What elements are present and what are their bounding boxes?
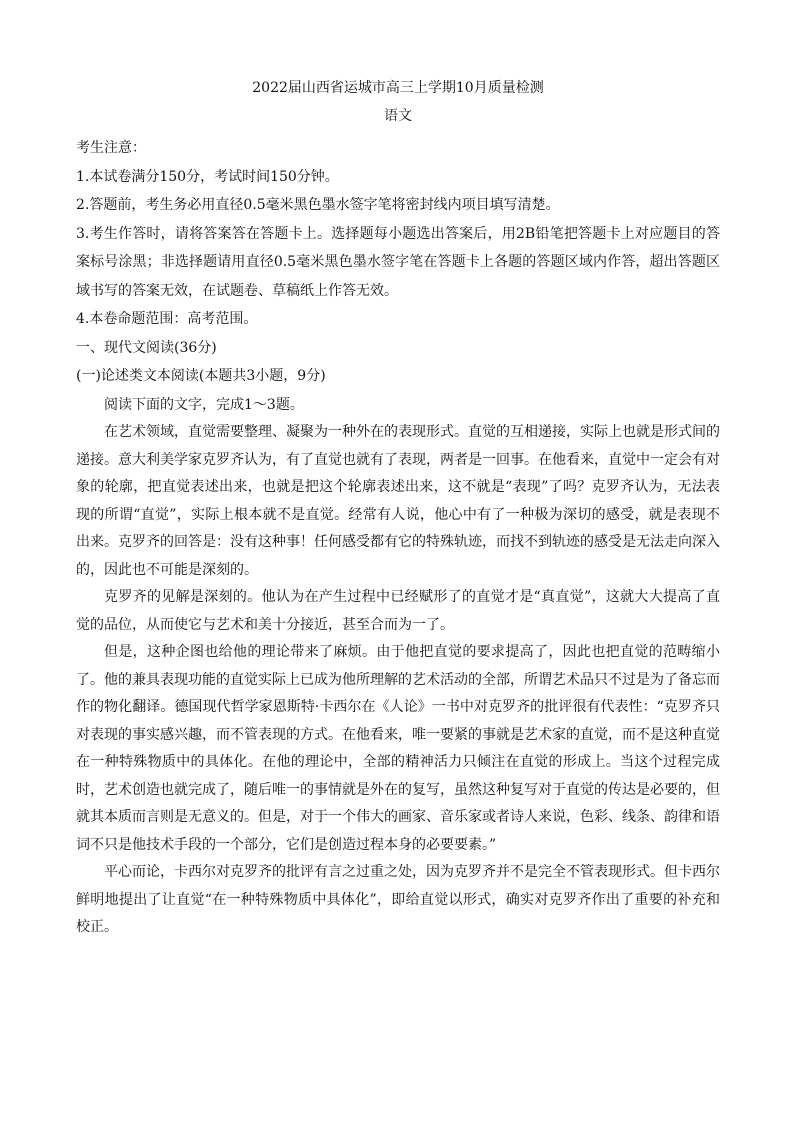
notice-item-4: 4.本卷命题范围：高考范围。 xyxy=(76,311,258,327)
notice-item-2: 2.答题前，考生务必用直径0.5毫米黑色墨水签字笔将密封线内项目填写清楚。 xyxy=(76,197,560,213)
notice-heading: 考生注意： xyxy=(76,140,146,156)
passage-paragraph-3: 但是，这种企图也给他的理论带来了麻烦。由于他把直觉的要求提高了，因此也把直觉的范畴缩小了。他的兼具表现功能的直觉实际上已成为他所理解的艺术活动的全部，所谓艺术品只不过是为了备忘而作的物化翻译。德国现代哲学家恩斯特·卡西尔在《人论》一书中对克罗齐的批评很有代表性：“克罗齐只对表现的事实感兴趣，而不管表现的方式。在他看来，唯一要紧的事就是艺术家的直觉，而不是这种直觉在一种特殊物质中的具体化。在他的理论中，全部的精神活力只倾注在直觉的形成上。当这个过程完成时，艺术创造也就完成了，随后唯一的事情就是外在的复写，虽然这种复写对于直觉的传达是必要的，但就其本质而言则是无意义的。但是，对于一个伟大的画家、音乐家或者诗人来说，色彩、线条、韵律和语词不只是他技术手段的一个部分，它们是创造过程本身的必要要素。” xyxy=(76,644,720,853)
passage-paragraph-4: 平心而论，卡西尔对克罗齐的批评有言之过重之处，因为克罗齐并不是完全不管表现形式。但卡西尔鲜明地提出了让直觉“在一种特殊物质中具体化”，即给直觉以形式，确实对克罗齐作出了重要的补充和校正。 xyxy=(76,864,720,935)
notice-item-1: 1.本试卷满分150分，考试时间150分钟。 xyxy=(76,168,339,185)
passage-paragraph-1: 在艺术领域，直觉需要整理、凝聚为一种外在的表现形式。直觉的互相递接，实际上也就是形式间的递接。意大利美学家克罗齐认为，有了直觉也就有了表现，两者是一回事。在他看来，直觉中一定会有对象的轮廓，把直觉表述出来，也就是把这个轮廓表述出来，这不就是“表现”了吗？克罗齐认为，无法表现的所谓“直觉”，实际上根本就不是直觉。经常有人说，他心中有了一种极为深切的感受，就是表现不出来。克罗齐的回答是：没有这种事！任何感受都有它的特殊轨迹，而找不到轨迹的感受是无法走向深入的，因此也不可能是深刻的。 xyxy=(76,424,720,578)
notice-item-3: 3.考生作答时，请将答案答在答题卡上。选择题每小题选出答案后，用2B铅笔把答题卡上对应题目的答案标号涂黑；非选择题请用直径0.5毫米黑色墨水签字笔在答题卡上各题的答题区域内作答，超出答题区域书写的答案无效，在试题卷、草稿纸上作答无效。 xyxy=(76,225,720,299)
reading-instruction: 阅读下面的文字，完成1～3题。 xyxy=(104,396,304,413)
section-heading: 一、现代文阅读(36分) xyxy=(76,339,217,356)
passage-paragraph-2: 克罗齐的见解是深刻的。他认为在产生过程中已经赋形了的直觉才是“真直觉”，这就大大提高了直觉的品位，从而使它与艺术和美十分接近，甚至合而为一了。 xyxy=(76,589,720,633)
exam-page xyxy=(76,78,720,942)
section-subheading: (一)论述类文本阅读(本题共3小题，9分) xyxy=(76,368,326,384)
subject-title: 语文 xyxy=(384,108,412,124)
exam-title: 2022届山西省运城市高三上学期10月质量检测 xyxy=(252,80,544,96)
